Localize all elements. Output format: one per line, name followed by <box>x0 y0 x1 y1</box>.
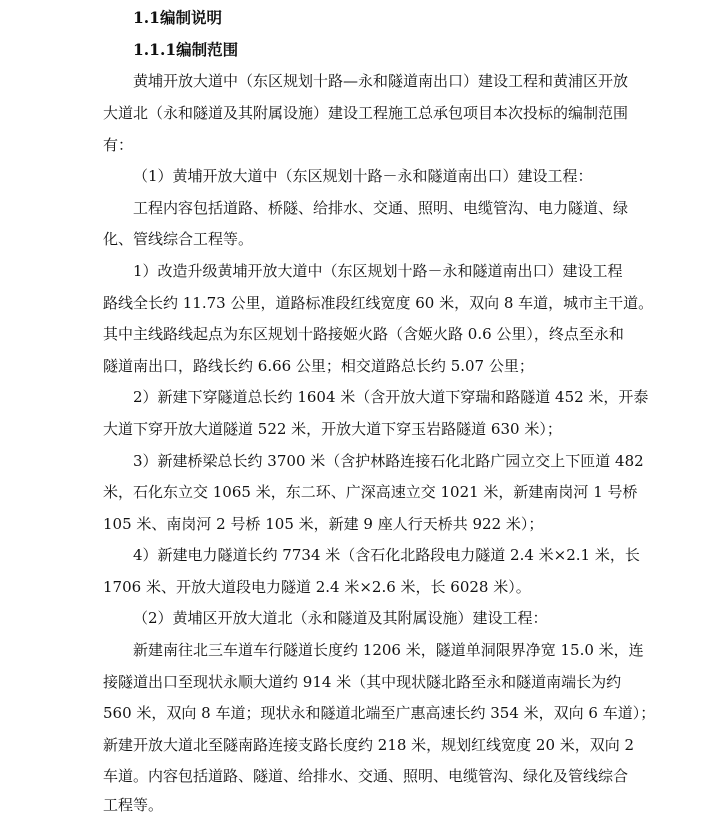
text-line-9: 其中主线路线起点为东区规划十路接姬火路（含姬火路 0.6 公里），终点至永和 <box>103 325 624 343</box>
text-line-7: 1）改造升级黄埔开放大道中（东区规划十路－永和隧道南出口）建设工程 <box>133 262 623 280</box>
text-line-15: 105 米、南岗河 2 号桥 105 米，新建 9 座人行天桥共 922 米）； <box>103 515 544 533</box>
text-line-19: 新建南往北三车道车行隧道长度约 1206 米，隧道单洞限界净宽 15.0 米，连 <box>133 641 644 659</box>
text-line-1: 黄埔开放大道中（东区规划十路—永和隧道南出口）建设工程和黄浦区开放 <box>133 72 629 90</box>
text-line-22: 新建开放大道北至隧南路连接支路长度约 218 米，规划红线宽度 20 米，双向 2 <box>103 736 635 754</box>
text-line-13: 3）新建桥梁总长约 3700 米（含护林路连接石化北路广园立交上下匝道 482 <box>133 452 644 470</box>
text-line-20: 接隧道出口至现状永顺大道约 914 米（其中现状隧北路至永和隧道南端长为约 <box>103 673 622 691</box>
item-1-heading: （1）黄埔开放大道中（东区规划十路－永和隧道南出口）建设工程： <box>133 167 593 185</box>
text-line-3: 有： <box>103 136 134 154</box>
text-line-12: 大道下穿开放大道隧道 522 米，开放大道下穿玉岩路隧道 630 米）； <box>103 420 562 438</box>
text-line-11: 2）新建下穿隧道总长约 1604 米（含开放大道下穿瑞和路隧道 452 米，开泰 <box>133 388 649 406</box>
text-line-23: 车道。内容包括道路、隧道、给排水、交通、照明、电缆管沟、绿化及管线综合 <box>103 767 629 785</box>
subsection-heading: 1.1.1编制范围 <box>133 40 239 59</box>
item-2-heading: （2）黄埔区开放大道北（永和隧道及其附属设施）建设工程： <box>133 609 548 627</box>
text-line-21: 560 米，双向 8 车道；现状永和隧道北端至广惠高速长约 354 米，双向 6 车道）； <box>103 704 656 722</box>
text-line-2: 大道北（永和隧道及其附属设施）建设工程施工总承包项目本次投标的编制范围 <box>103 104 629 122</box>
text-line-5: 工程内容包括道路、桥隧、给排水、交通、照明、电缆管沟、电力隧道、绿 <box>133 199 629 217</box>
text-line-14: 米，石化东立交 1065 米，东二环、广深高速立交 1021 米，新建南岗河 1 号桥 <box>103 483 638 501</box>
text-line-24: 工程等。 <box>103 796 164 814</box>
text-line-16: 4）新建电力隧道长约 7734 米（含石化北路段电力隧道 2.4 米×2.1 米，长 <box>133 546 640 564</box>
text-line-6: 化、管线综合工程等。 <box>103 230 254 248</box>
section-heading: 1.1编制说明 <box>133 8 222 27</box>
text-line-10: 隧道南出口，路线长约 6.66 公里；相交道路总长约 5.07 公里； <box>103 357 534 375</box>
text-line-8: 路线全长约 11.73 公里，道路标准段红线宽度 60 米，双向 8 车道，城市主干道。 <box>103 294 654 312</box>
text-line-17: 1706 米、开放大道段电力隧道 2.4 米×2.6 米，长 6028 米）。 <box>103 578 531 596</box>
